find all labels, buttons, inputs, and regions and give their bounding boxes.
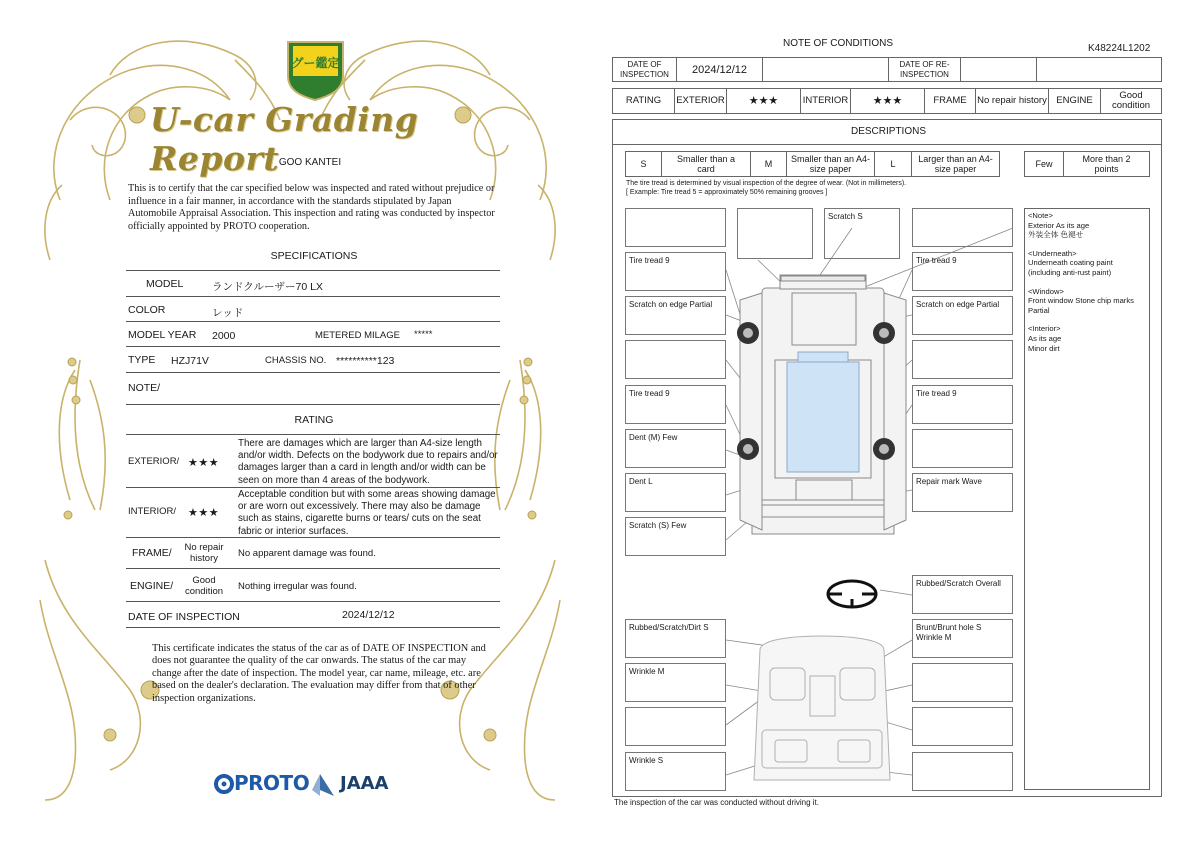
model-value: ランドクルーザー70 LX: [212, 281, 323, 293]
engine-value: Good condition: [184, 575, 224, 597]
date-of-inspection-label: DATE OF INSPECTION: [128, 611, 240, 623]
date-of-reinspection-label: DATE OF RE-INSPECTION: [888, 57, 961, 82]
divider: [126, 627, 500, 628]
underneath-line: (including anti-rust paint): [1028, 267, 1112, 277]
exterior-label: EXTERIOR/: [128, 456, 180, 467]
chassis-value: **********123: [336, 355, 395, 367]
metered-milage-label: METERED MILAGE: [315, 330, 400, 341]
proto-logo-icon: [216, 776, 232, 792]
description-box-steering: Rubbed/Scratch Overall: [912, 575, 1013, 614]
legend-m-key: M: [750, 151, 787, 177]
date-of-inspection-value: 2024/12/12: [676, 57, 763, 82]
color-label: COLOR: [128, 304, 166, 316]
divider: [126, 537, 500, 538]
engine-value: Good condition: [1100, 88, 1162, 114]
divider: [126, 568, 500, 569]
interior-stars: ★★★: [850, 88, 925, 114]
model-label: MODEL: [146, 278, 184, 290]
divider: [126, 487, 500, 488]
underneath-heading: <Underneath>: [1028, 248, 1077, 258]
description-box-tire-right-front: Tire tread 9: [912, 252, 1013, 291]
rating-heading: RATING: [294, 414, 334, 426]
description-box: [912, 752, 1013, 791]
certificate-intro: This is to certify that the car specified below was inspected and rated without prejudice or influence in a fair manner, in accordance with the standards stipulated by Japan Automobile Appraisal Association. This inspection and rating was conducted by inspector officially appointed by PROTO cooperation.: [128, 183, 495, 232]
chassis-label: CHASSIS NO.: [265, 355, 327, 366]
model-year-label: MODEL YEAR: [128, 329, 197, 341]
engine-label: ENGINE: [1048, 88, 1101, 114]
color-value: レッド: [212, 307, 244, 319]
legend-s-key: S: [625, 151, 662, 177]
goo-kantei-badge-icon: [288, 42, 343, 100]
engine-label: ENGINE/: [130, 580, 174, 592]
window-heading: <Window>: [1028, 286, 1064, 296]
divider: [126, 372, 500, 373]
divider: [126, 346, 500, 347]
frame-value: No repair history: [975, 88, 1049, 114]
description-box: Repair mark Wave: [912, 473, 1013, 512]
rating-label: RATING: [612, 88, 675, 114]
window-line: Partial: [1028, 305, 1050, 315]
exterior-label: EXTERIOR: [674, 88, 727, 114]
divider: [126, 270, 500, 271]
legend-few-key: Few: [1024, 151, 1064, 177]
description-box-tire-right-rear: Tire tread 9: [912, 385, 1013, 424]
exterior-stars: ★★★: [188, 457, 220, 469]
description-box: Brunt/Brunt hole S Wrinkle M: [912, 619, 1013, 658]
description-box: [737, 208, 813, 259]
descriptions-heading: DESCRIPTIONS: [851, 126, 927, 137]
frame-label: FRAME: [924, 88, 976, 114]
certificate-footer: This certificate indicates the status of the car as of DATE OF INSPECTION and does not guarantee the quality of the car onwards. The status of the car may change after the date of inspection. The model year, car name, mileage, etc. are based on the dealer's declaration. The evaluation may differ from that of other inspection organizations.: [152, 643, 486, 704]
interior-description: Acceptable condition but with some areas showing damage or are worn out excessively. There may also be damage such as stains, cigarette burns or tears/ cuts on the seat fabric or interior surfaces.: [238, 489, 496, 537]
description-box: Scratch on edge Partial: [625, 296, 726, 335]
date-of-inspection-label: DATE OF INSPECTION: [612, 57, 677, 82]
type-value: HZJ71V: [171, 355, 209, 367]
note-line: 外装全体 色褪せ: [1028, 230, 1084, 240]
divider: [126, 601, 500, 602]
description-box: Wrinkle S: [625, 752, 726, 791]
specifications-heading: SPECIFICATIONS: [270, 250, 358, 262]
description-box: Wrinkle M: [625, 663, 726, 702]
description-box: Scratch (S) Few: [625, 517, 726, 556]
divider: [126, 434, 500, 435]
description-box: [912, 707, 1013, 746]
description-box: [912, 663, 1013, 702]
exterior-stars: ★★★: [726, 88, 801, 114]
interior-line: As its age: [1028, 333, 1062, 343]
legend-few-text: More than 2 points: [1063, 151, 1150, 177]
frame-label: FRAME/: [132, 547, 172, 559]
legend-l-text: Larger than an A4-size paper: [911, 151, 1000, 177]
frame-value: No repair history: [184, 542, 224, 564]
badge-label: グー鑑定: [291, 56, 340, 70]
notes-panel: [1024, 208, 1150, 790]
legend-s-text: Smaller than a card: [661, 151, 751, 177]
interior-label: INTERIOR/: [128, 506, 177, 517]
interior-line: Minor dirt: [1028, 343, 1060, 353]
legend-l-key: L: [874, 151, 912, 177]
description-box: [912, 208, 1013, 247]
interior-label: INTERIOR: [800, 88, 851, 114]
description-box: Dent (M) Few: [625, 429, 726, 468]
tire-tread-note: The tire tread is determined by visual inspection of the degree of wear. (Not in millimeters).: [626, 180, 907, 187]
description-box: Scratch S: [824, 208, 900, 259]
underneath-line: Underneath coating paint: [1028, 258, 1113, 268]
description-box: Rubbed/Scratch/Dirt S: [625, 619, 726, 658]
sheet-footer: The inspection of the car was conducted without driving it.: [614, 798, 819, 807]
sheet-reference: K48224L1202: [1088, 43, 1151, 54]
description-box-tire-left-front: Tire tread 9: [625, 252, 726, 291]
steering-wheel-icon: [828, 581, 876, 607]
exterior-description: There are damages which are larger than A4-size length and/or width. Defects on the bodywork due to repairs and/or damages larger than a card in length and/or width can be seen on more than 4 areas of the bodywork.: [238, 438, 498, 486]
logos: [212, 768, 402, 800]
interior-heading: <Interior>: [1028, 324, 1061, 334]
tire-tread-example: [ Example: Tire tread 5 = approximately 50% remaining grooves ]: [626, 189, 828, 196]
note-label: NOTE/: [128, 382, 161, 394]
legend-m-text: Smaller than an A4-size paper: [786, 151, 875, 177]
description-box: [912, 340, 1013, 379]
certificate-title: U-car Grading Report: [150, 100, 419, 178]
divider: [126, 404, 500, 405]
description-box: [625, 707, 726, 746]
type-label: TYPE: [128, 354, 156, 366]
jaaa-logo-icon: [312, 774, 334, 796]
divider: [126, 321, 500, 322]
engine-description: Nothing irregular was found.: [238, 581, 357, 592]
sheet-title: NOTE OF CONDITIONS: [783, 38, 893, 49]
description-box: [625, 340, 726, 379]
window-line: Front window Stone chip marks: [1028, 296, 1134, 306]
interior-stars: ★★★: [188, 507, 220, 519]
model-year-value: 2000: [212, 330, 236, 342]
jaaa-logo-text: JAAA: [340, 773, 389, 794]
description-box: [625, 208, 726, 247]
description-box: Dent L: [625, 473, 726, 512]
description-box: [912, 429, 1013, 468]
certificate-subtitle: GOO KANTEI: [278, 157, 342, 168]
description-box: Scratch on edge Partial: [912, 296, 1013, 335]
divider: [126, 296, 500, 297]
note-of-conditions-sheet: [600, 0, 1200, 848]
metered-milage-value: *****: [414, 329, 433, 340]
description-box-tire-left-rear: Tire tread 9: [625, 385, 726, 424]
note-line: Exterior As its age: [1028, 220, 1090, 230]
date-of-inspection-value: 2024/12/12: [342, 609, 395, 621]
proto-logo-text: PROTO: [234, 771, 310, 795]
note-heading: <Note>: [1028, 211, 1053, 220]
frame-description: No apparent damage was found.: [238, 548, 376, 559]
